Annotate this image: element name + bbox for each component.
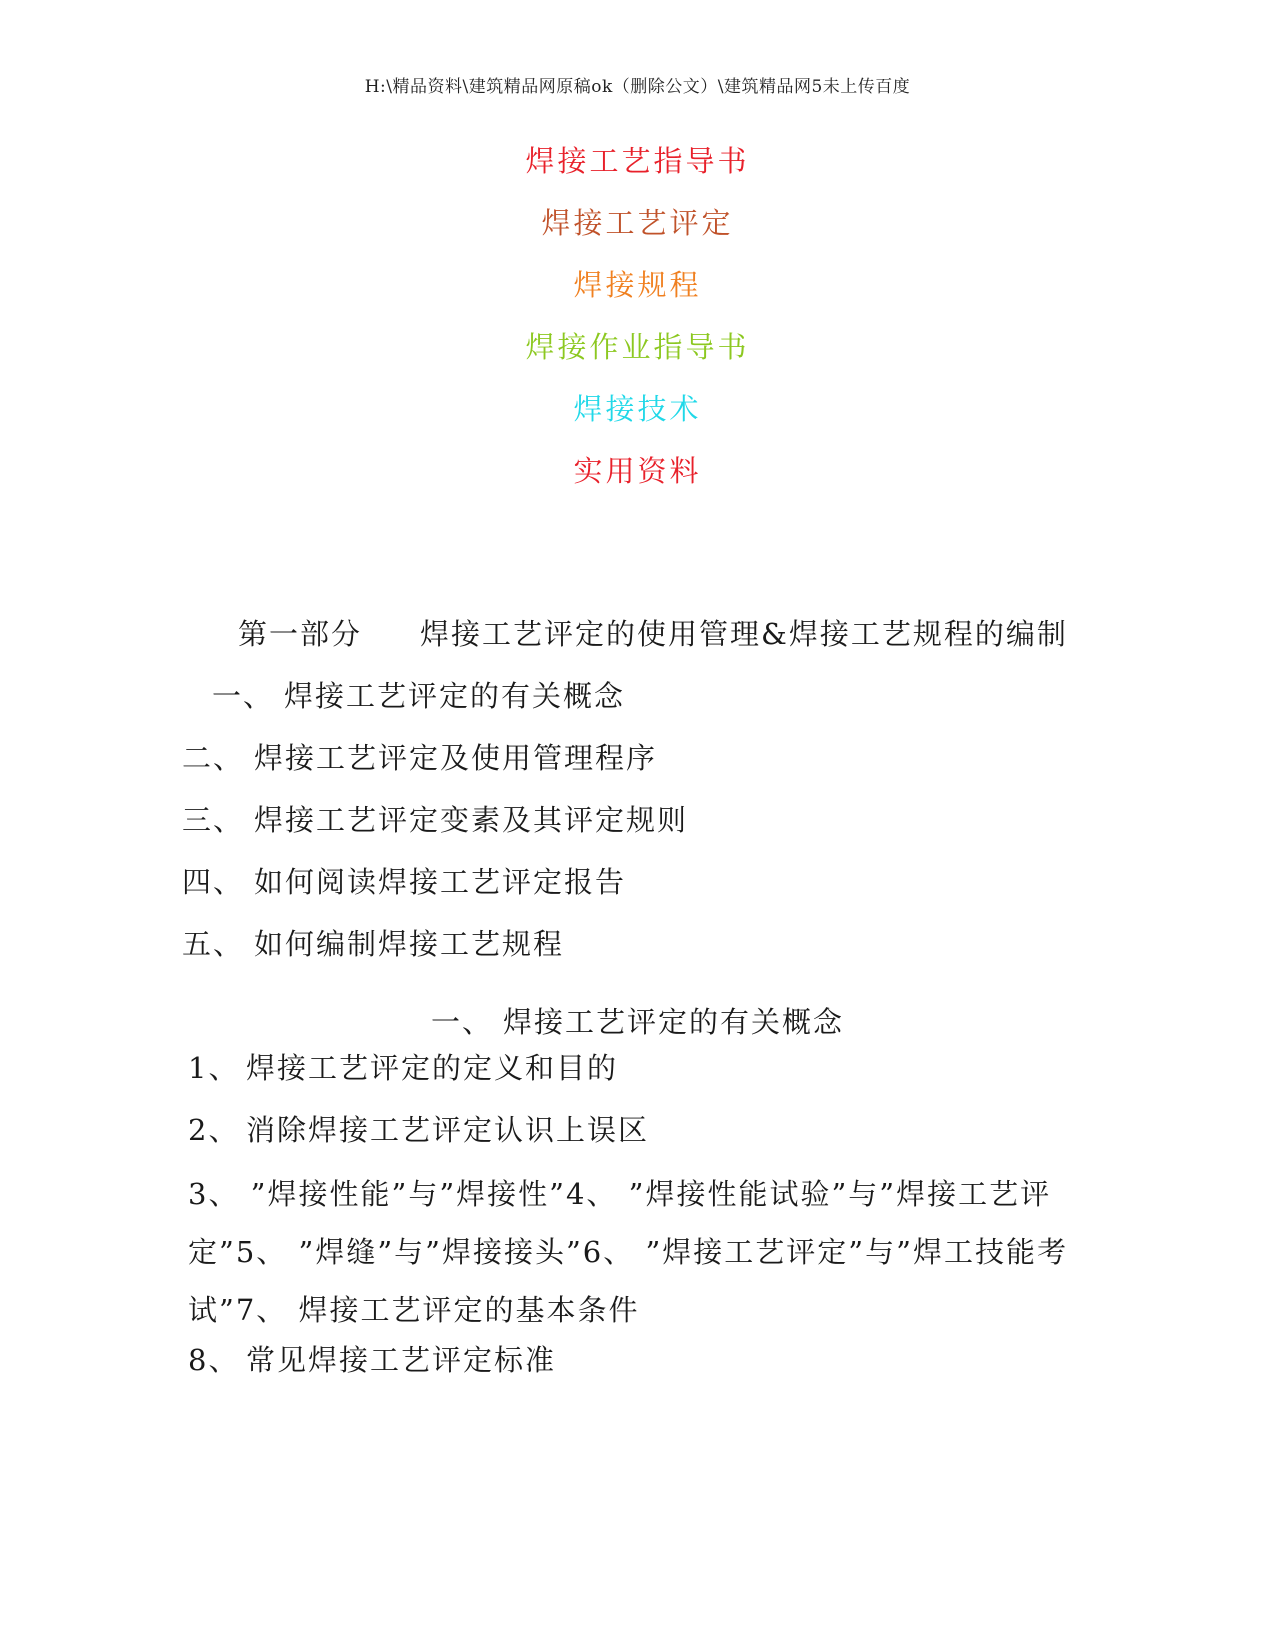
list-item (188, 1338, 556, 1379)
part-title: 焊接工艺评定的使用管理&焊接工艺规程的编制 (420, 617, 1068, 651)
title-line-1: 焊接工艺指导书 (525, 144, 750, 178)
section-title: 焊接工艺评定的有关概念 (502, 1005, 844, 1039)
list-item-number: 1、 (188, 1051, 240, 1085)
title-line-6: 实用资料 (573, 454, 702, 488)
title-stack (0, 140, 1275, 512)
section-heading (0, 1000, 1275, 1041)
body-paragraph: 3、 ”焊接性能”与”焊接性”4、 ”焊接性能试验”与”焊接工艺评定”5、 ”焊缝”与”焊接接头”6、 ”焊接工艺评定”与”焊工技能考试”7、 焊接工艺评定的基本条件 (188, 1177, 1068, 1327)
toc-item-text: 焊接工艺评定变素及其评定规则 (254, 803, 689, 837)
toc-item-number: 一、 (212, 679, 275, 713)
toc-item-number: 三、 (182, 803, 245, 837)
toc-item (212, 674, 625, 715)
title-line-3: 焊接规程 (573, 268, 702, 302)
part-label: 第一部分 (238, 617, 363, 651)
list-item (188, 1046, 618, 1087)
list-item-text: 常见焊接工艺评定标准 (246, 1343, 557, 1377)
toc-item (182, 798, 688, 839)
toc-item-text: 焊接工艺评定的有关概念 (284, 679, 626, 713)
toc-item-text: 如何阅读焊接工艺评定报告 (254, 865, 627, 899)
list-item-text: 消除焊接工艺评定认识上误区 (246, 1113, 650, 1147)
list-item-number: 2、 (188, 1113, 240, 1147)
title-line-5: 焊接技术 (573, 392, 702, 426)
title-line-2: 焊接工艺评定 (541, 206, 734, 240)
toc-item-number: 二、 (182, 741, 245, 775)
toc-item-text: 焊接工艺评定及使用管理程序 (254, 741, 658, 775)
toc-item-number: 五、 (182, 927, 245, 961)
toc-item (182, 860, 626, 901)
header-file-path: H:\精品资料\建筑精品网原稿ok（删除公文）\建筑精品网5未上传百度 (364, 77, 911, 97)
part-heading (238, 612, 1068, 653)
toc-item-text: 如何编制焊接工艺规程 (254, 927, 565, 961)
section-number: 一、 (430, 1005, 493, 1039)
list-item-text: 焊接工艺评定的定义和目的 (246, 1051, 619, 1085)
list-item-number: 8、 (188, 1343, 240, 1377)
title-line-4: 焊接作业指导书 (525, 330, 750, 364)
list-item (188, 1108, 649, 1149)
toc-item (182, 922, 564, 963)
toc-item (182, 736, 657, 777)
toc-item-number: 四、 (182, 865, 245, 899)
